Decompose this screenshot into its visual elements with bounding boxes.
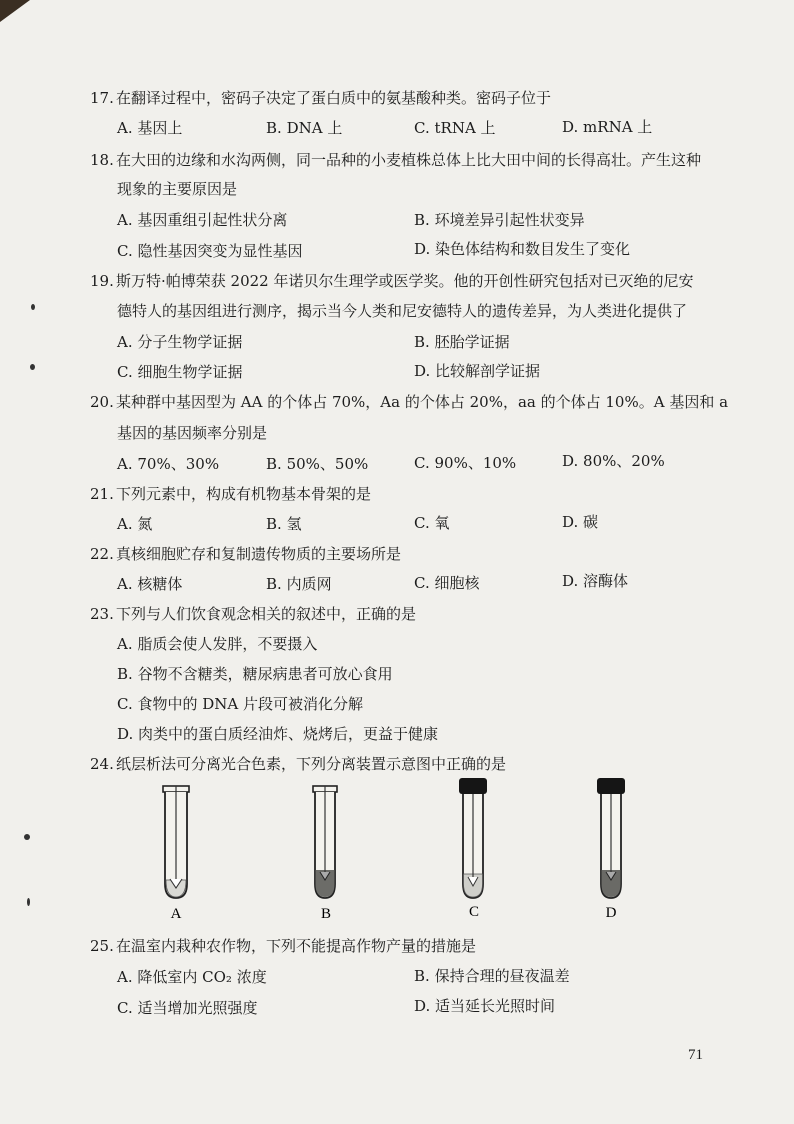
tube-c-label: C [468, 904, 480, 920]
question-number: 25. [90, 937, 114, 955]
tube-a-label: A [170, 906, 182, 922]
question-number: 19. [90, 272, 114, 290]
q25-option-a[interactable]: A. 降低室内 CO₂ 浓度 [117, 968, 267, 986]
question-24-stem [90, 754, 506, 774]
question-number: 22. [90, 545, 114, 563]
q22-option-b[interactable]: B. 内质网 [266, 575, 332, 593]
question-text: 下列与人们饮食观念相关的叙述中，正确的是 [116, 605, 417, 623]
q18-option-a[interactable]: A. 基因重组引起性状分离 [117, 211, 288, 229]
q17-option-a[interactable]: A. 基因上 [117, 119, 183, 137]
question-text: 在大田的边缘和水沟两侧，同一品种的小麦植株总体上比大田中间的长得高壮。产生这种 [116, 151, 702, 169]
page-number: 71 [688, 1047, 703, 1063]
question-19-stem-cont: 德特人的基因组进行测序，揭示当今人类和尼安德特人的遗传差异，为人类进化提供了 [117, 302, 688, 320]
q21-option-b[interactable]: B. 氢 [266, 515, 302, 533]
q19-option-b[interactable]: B. 胚胎学证据 [414, 333, 510, 351]
q18-option-c[interactable]: C. 隐性基因突变为显性基因 [117, 242, 303, 260]
tube-d-stopper [597, 778, 625, 794]
scan-speck [27, 898, 30, 906]
q20-option-b[interactable]: B. 50%、50% [266, 455, 369, 473]
question-23-stem [90, 604, 416, 624]
q18-option-d[interactable]: D. 染色体结构和数目发生了变化 [414, 240, 631, 258]
tube-b-label: B [320, 906, 332, 922]
question-text: 在翻译过程中，密码子决定了蛋白质中的氨基酸种类。密码子位于 [116, 89, 552, 107]
q25-option-d[interactable]: D. 适当延长光照时间 [414, 997, 556, 1015]
q17-option-d[interactable]: D. mRNA 上 [562, 118, 653, 136]
q20-option-a[interactable]: A. 70%、30% [117, 455, 220, 473]
q18-option-b[interactable]: B. 环境差异引起性状变异 [414, 211, 585, 229]
q17-option-b[interactable]: B. DNA 上 [266, 119, 343, 137]
question-text: 真核细胞贮存和复制遗传物质的主要场所是 [116, 545, 402, 563]
tube-b[interactable] [313, 786, 337, 922]
question-number: 20. [90, 393, 114, 411]
tube-a[interactable] [163, 786, 189, 922]
question-text: 某种群中基因型为 AA 的个体占 70%，Aa 的个体占 20%，aa 的个体占 10%。A 基因和 a [116, 393, 729, 411]
tube-c-stopper [459, 778, 487, 794]
question-21-stem [90, 484, 371, 504]
question-text: 纸层析法可分离光合色素，下列分离装置示意图中正确的是 [116, 755, 507, 773]
question-number: 21. [90, 485, 114, 503]
q22-option-a[interactable]: A. 核糖体 [117, 575, 183, 593]
question-number: 18. [90, 151, 114, 169]
q22-option-d[interactable]: D. 溶酶体 [562, 572, 629, 590]
q17-option-c[interactable]: C. tRNA 上 [414, 119, 496, 137]
q19-option-d[interactable]: D. 比较解剖学证据 [414, 362, 541, 380]
q19-option-c[interactable]: C. 细胞生物学证据 [117, 363, 243, 381]
q22-option-c[interactable]: C. 细胞核 [414, 574, 480, 592]
q20-option-d[interactable]: D. 80%、20% [562, 452, 665, 470]
question-number: 24. [90, 755, 114, 773]
scan-speck [31, 304, 35, 310]
question-number: 17. [90, 89, 114, 107]
question-17-stem [90, 88, 551, 108]
q21-option-d[interactable]: D. 碳 [562, 513, 599, 531]
question-25-stem [90, 936, 476, 956]
question-text: 斯万特·帕博荣获 2022 年诺贝尔生理学或医学奖。他的开创性研究包括对已灭绝的尼安 [116, 272, 694, 290]
chromatography-tubes-figure [140, 776, 660, 926]
question-19-stem [90, 271, 693, 291]
q19-option-a[interactable]: A. 分子生物学证据 [117, 333, 243, 351]
question-text: 在温室内栽种农作物，下列不能提高作物产量的措施是 [116, 937, 477, 955]
question-18-stem [90, 150, 701, 170]
tube-d[interactable] [597, 778, 625, 921]
q23-option-b[interactable]: B. 谷物不含糖类，糖尿病患者可放心食用 [117, 665, 393, 683]
question-text: 下列元素中，构成有机物基本骨架的是 [116, 485, 372, 503]
question-20-stem-cont: 基因的基因频率分别是 [117, 424, 268, 442]
q25-option-c[interactable]: C. 适当增加光照强度 [117, 999, 258, 1017]
q23-option-a[interactable]: A. 脂质会使人发胖，不要摄入 [117, 635, 318, 653]
question-18-stem-cont: 现象的主要原因是 [117, 180, 238, 198]
scan-speck [30, 364, 35, 370]
q25-option-b[interactable]: B. 保持合理的昼夜温差 [414, 967, 570, 985]
q21-option-c[interactable]: C. 氧 [414, 514, 450, 532]
tube-c[interactable] [459, 778, 487, 920]
question-20-stem [90, 392, 728, 412]
q23-option-d[interactable]: D. 肉类中的蛋白质经油炸、烧烤后，更益于健康 [117, 725, 439, 743]
q20-option-c[interactable]: C. 90%、10% [414, 454, 517, 472]
scan-speck [24, 834, 30, 840]
scan-corner-shadow [0, 0, 30, 22]
tube-d-label: D [605, 905, 617, 921]
question-number: 23. [90, 605, 114, 623]
q21-option-a[interactable]: A. 氮 [117, 515, 153, 533]
question-22-stem [90, 544, 401, 564]
q23-option-c[interactable]: C. 食物中的 DNA 片段可被消化分解 [117, 695, 364, 713]
